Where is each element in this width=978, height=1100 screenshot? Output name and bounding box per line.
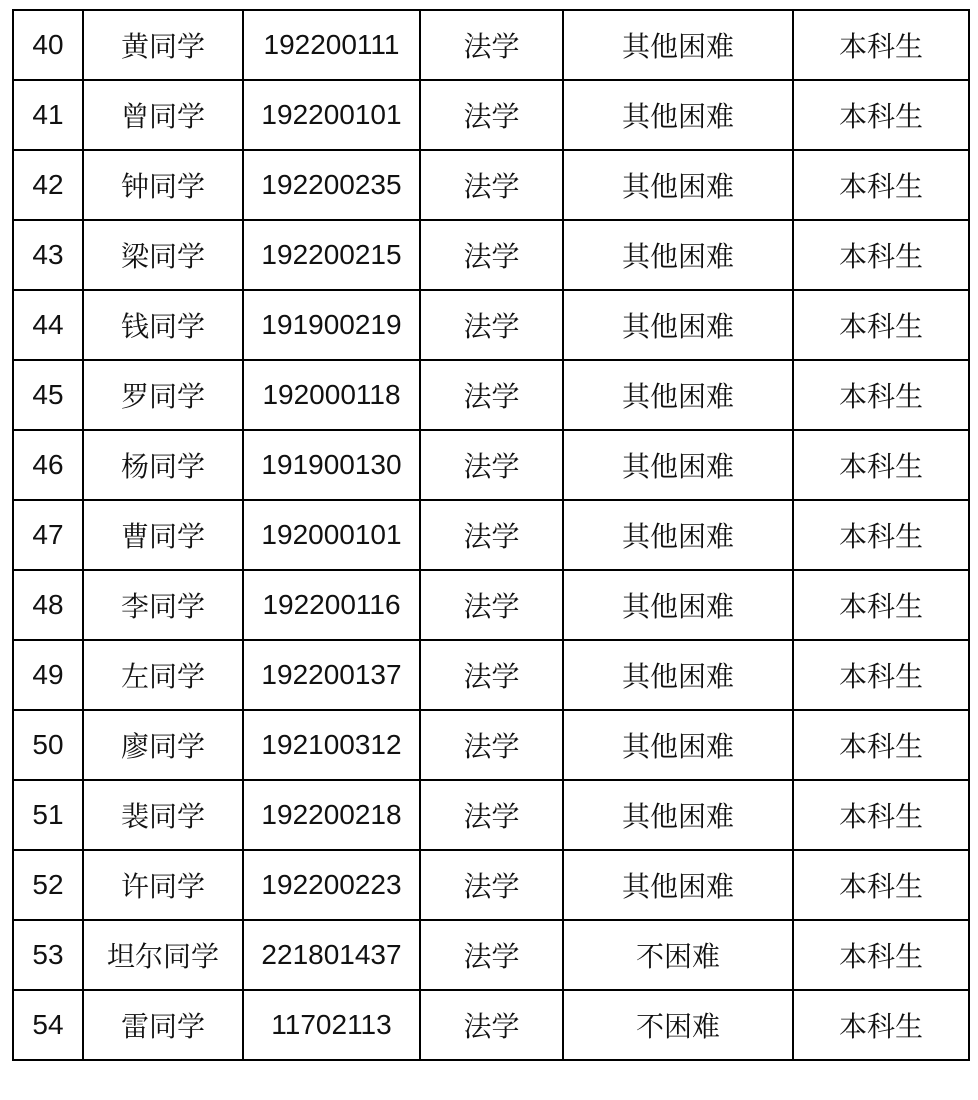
table-row: [13, 990, 969, 1060]
table-row: [13, 570, 969, 640]
student-level: 本科生: [793, 430, 969, 500]
student-name: 裴同学: [83, 780, 243, 850]
major: 法学: [420, 220, 563, 290]
difficulty-type: 其他困难: [563, 80, 793, 150]
major: 法学: [420, 990, 563, 1060]
table-row: [13, 80, 969, 150]
table-row: [13, 500, 969, 570]
row-number: 53: [13, 920, 83, 990]
student-id: 192200215: [243, 220, 420, 290]
student-name: 左同学: [83, 640, 243, 710]
major: 法学: [420, 10, 563, 80]
difficulty-type: 其他困难: [563, 290, 793, 360]
student-name: 钟同学: [83, 150, 243, 220]
difficulty-type: 其他困难: [563, 500, 793, 570]
student-id: 191900130: [243, 430, 420, 500]
table-row: [13, 640, 969, 710]
difficulty-type: 其他困难: [563, 360, 793, 430]
row-number: 50: [13, 710, 83, 780]
student-level: 本科生: [793, 920, 969, 990]
student-id: 192200218: [243, 780, 420, 850]
difficulty-type: 不困难: [563, 990, 793, 1060]
table-row: [13, 710, 969, 780]
row-number: 42: [13, 150, 83, 220]
difficulty-type: 其他困难: [563, 10, 793, 80]
difficulty-type: 其他困难: [563, 850, 793, 920]
major: 法学: [420, 500, 563, 570]
major: 法学: [420, 80, 563, 150]
row-number: 48: [13, 570, 83, 640]
table-row: [13, 290, 969, 360]
major: 法学: [420, 430, 563, 500]
student-level: 本科生: [793, 10, 969, 80]
difficulty-type: 其他困难: [563, 640, 793, 710]
major: 法学: [420, 570, 563, 640]
student-level: 本科生: [793, 360, 969, 430]
student-level: 本科生: [793, 850, 969, 920]
major: 法学: [420, 360, 563, 430]
student-id: 192000101: [243, 500, 420, 570]
student-level: 本科生: [793, 570, 969, 640]
student-level: 本科生: [793, 710, 969, 780]
student-id: 191900219: [243, 290, 420, 360]
student-level: 本科生: [793, 150, 969, 220]
difficulty-type: 其他困难: [563, 710, 793, 780]
student-id: 192000118: [243, 360, 420, 430]
table-row: [13, 430, 969, 500]
row-number: 51: [13, 780, 83, 850]
row-number: 49: [13, 640, 83, 710]
table-row: [13, 150, 969, 220]
student-level: 本科生: [793, 780, 969, 850]
student-id: 192200137: [243, 640, 420, 710]
difficulty-type: 其他困难: [563, 430, 793, 500]
major: 法学: [420, 150, 563, 220]
student-name: 李同学: [83, 570, 243, 640]
table-row: [13, 10, 969, 80]
difficulty-type: 其他困难: [563, 780, 793, 850]
student-name: 许同学: [83, 850, 243, 920]
row-number: 52: [13, 850, 83, 920]
student-name: 杨同学: [83, 430, 243, 500]
student-name: 雷同学: [83, 990, 243, 1060]
student-level: 本科生: [793, 990, 969, 1060]
major: 法学: [420, 850, 563, 920]
student-level: 本科生: [793, 220, 969, 290]
student-id: 192200101: [243, 80, 420, 150]
student-level: 本科生: [793, 290, 969, 360]
student-id: 192100312: [243, 710, 420, 780]
row-number: 45: [13, 360, 83, 430]
student-id: 192200235: [243, 150, 420, 220]
student-id: 11702113: [243, 990, 420, 1060]
student-id: 192200111: [243, 10, 420, 80]
student-level: 本科生: [793, 640, 969, 710]
student-id: 192200116: [243, 570, 420, 640]
row-number: 40: [13, 10, 83, 80]
major: 法学: [420, 780, 563, 850]
student-id: 221801437: [243, 920, 420, 990]
table-row: [13, 850, 969, 920]
difficulty-type: 其他困难: [563, 150, 793, 220]
row-number: 54: [13, 990, 83, 1060]
table-row: [13, 780, 969, 850]
table-row: [13, 920, 969, 990]
student-level: 本科生: [793, 80, 969, 150]
row-number: 46: [13, 430, 83, 500]
student-name: 坦尔同学: [83, 920, 243, 990]
student-table: [12, 9, 970, 1061]
student-name: 梁同学: [83, 220, 243, 290]
student-name: 黄同学: [83, 10, 243, 80]
major: 法学: [420, 640, 563, 710]
major: 法学: [420, 710, 563, 780]
student-name: 曹同学: [83, 500, 243, 570]
student-name: 廖同学: [83, 710, 243, 780]
student-id: 192200223: [243, 850, 420, 920]
table-body: [13, 10, 969, 1060]
major: 法学: [420, 920, 563, 990]
table-row: [13, 360, 969, 430]
table-container: [12, 9, 970, 1061]
difficulty-type: 其他困难: [563, 220, 793, 290]
major: 法学: [420, 290, 563, 360]
difficulty-type: 其他困难: [563, 570, 793, 640]
student-name: 钱同学: [83, 290, 243, 360]
difficulty-type: 不困难: [563, 920, 793, 990]
row-number: 44: [13, 290, 83, 360]
row-number: 47: [13, 500, 83, 570]
student-name: 罗同学: [83, 360, 243, 430]
row-number: 41: [13, 80, 83, 150]
row-number: 43: [13, 220, 83, 290]
student-level: 本科生: [793, 500, 969, 570]
table-row: [13, 220, 969, 290]
student-name: 曾同学: [83, 80, 243, 150]
